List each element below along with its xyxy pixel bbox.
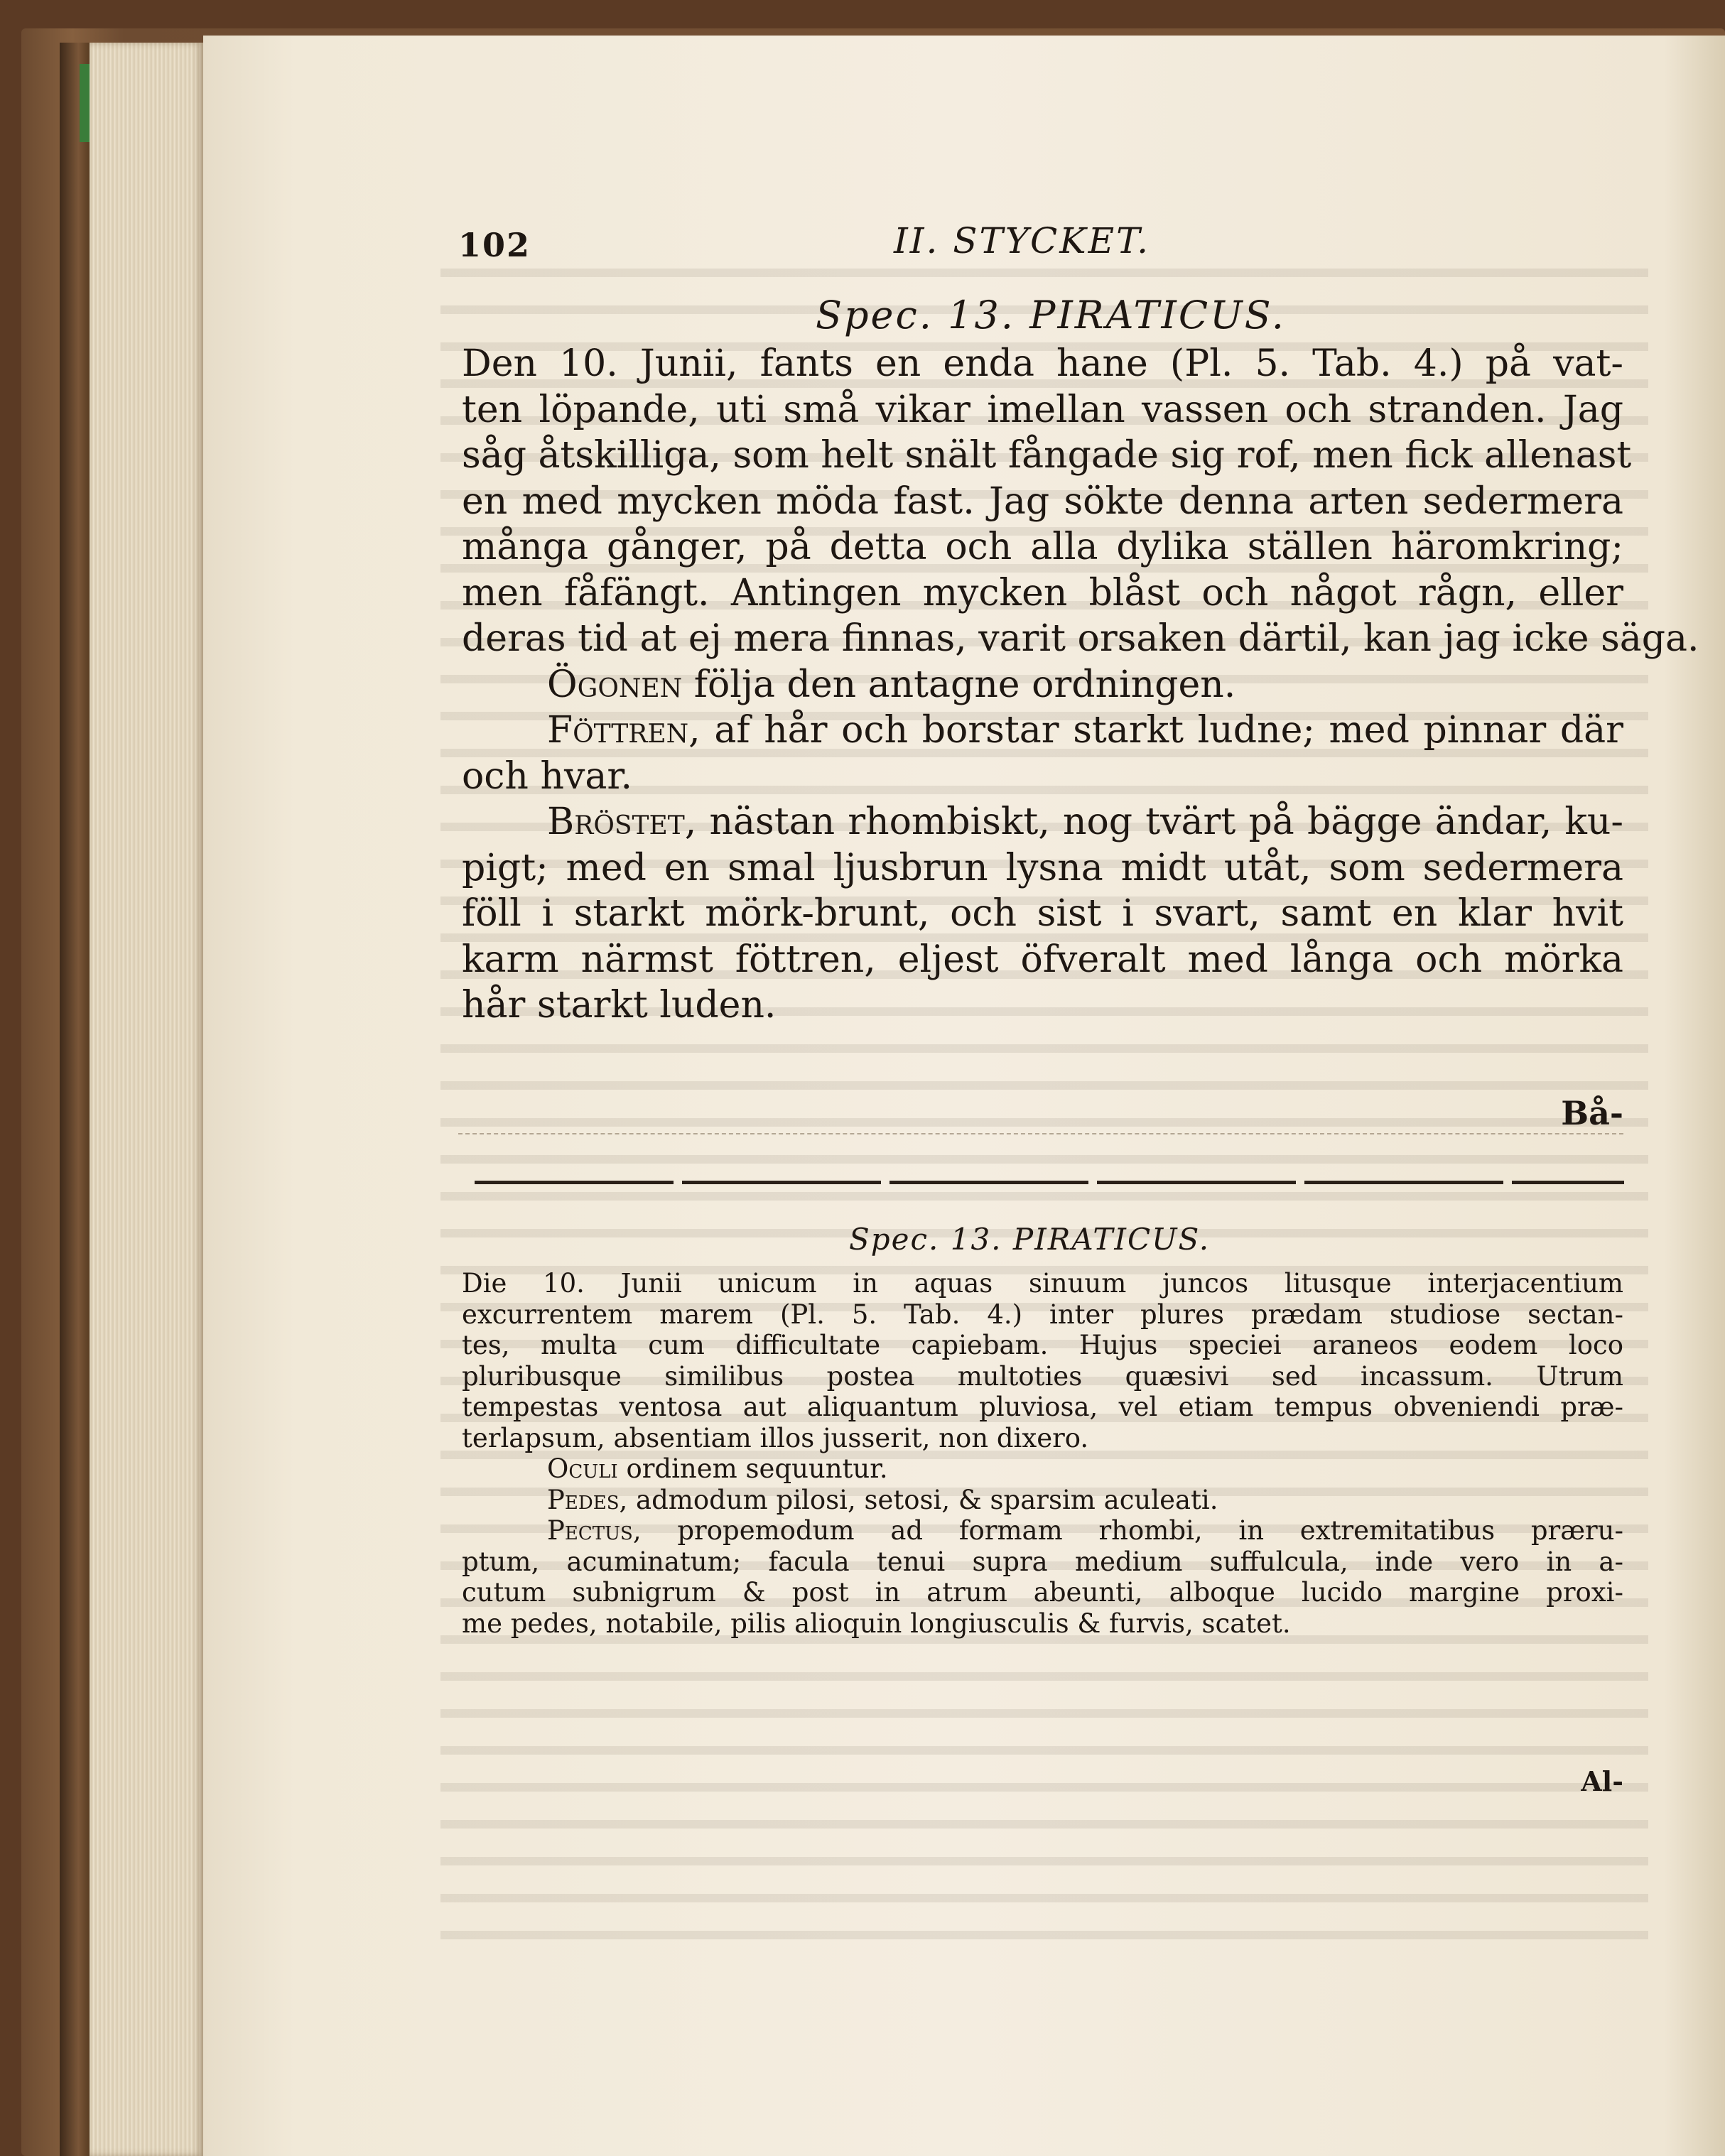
swedish-line-text: deras tid at ej mera finnas, varit orsaken därtil, kan jag icke säga.: [462, 617, 1699, 660]
swedish-line-text: en med mycken möda fast. Jag sökte denna arten sedermera: [462, 480, 1623, 523]
latin-line-text: ptum, acuminatum; facula tenui supra medium suffulcula, inde vero in a-: [462, 1546, 1623, 1577]
latin-line-text: tempestas ventosa aut aliquantum pluviosa, vel etiam tempus obveniendi præ-: [462, 1392, 1623, 1422]
swedish-line-text: karm närmst föttren, eljest öfveralt med långa och mörka: [462, 938, 1623, 981]
latin-catchword: Al-: [1581, 1765, 1623, 1797]
section-divider-faint: [458, 1133, 1623, 1134]
latin-text-line: [462, 1361, 1623, 1392]
swedish-text-line: [462, 433, 1632, 479]
swedish-text-line: [462, 799, 1623, 845]
swedish-species-heading: Spec. 13. PIRATICUS.: [816, 293, 1286, 337]
swedish-text-line: [462, 341, 1623, 387]
swedish-text-line: [462, 616, 1699, 662]
latin-line-text: ordinem sequuntur.: [617, 1453, 888, 1484]
swedish-line-text: och hvar.: [462, 754, 632, 798]
latin-text-line: [462, 1299, 1623, 1331]
latin-line-text: tes, multa cum difficultate capiebam. Hujus speciei araneos eodem loco: [462, 1330, 1623, 1360]
latin-text-line: [462, 1423, 1623, 1454]
running-head: II. STYCKET.: [894, 220, 1151, 261]
latin-text-line: [462, 1268, 1623, 1299]
swedish-text-line: [462, 937, 1623, 983]
swedish-line-text: , nästan rhombiskt, nog tvärt på bägge ändar, ku-: [684, 801, 1623, 843]
book-spine: [60, 43, 91, 2156]
swedish-line-text: ten löpande, uti små vikar imellan vassen och stranden. Jag: [462, 388, 1623, 431]
latin-species-heading: Spec. 13. PIRATICUS.: [849, 1222, 1211, 1257]
swedish-section-label: Föttren: [547, 709, 689, 752]
swedish-text-line: [462, 982, 1623, 1029]
swedish-text-line: [462, 524, 1623, 570]
latin-line-text: terlapsum, absentiam illos jusserit, non dixero.: [462, 1422, 1089, 1453]
latin-line-text: me pedes, notabile, pilis alioquin longiusculis & furvis, scatet.: [462, 1608, 1291, 1639]
latin-line-text: , propemodum ad formam rhombi, in extremitatibus præru-: [632, 1515, 1623, 1546]
swedish-line-text: såg åtskilliga, som helt snält fångade sig rof, men fick allenast: [462, 434, 1632, 477]
swedish-line-text: följa den antagne ordningen.: [682, 663, 1236, 706]
swedish-section-label: Ögonen: [547, 663, 683, 706]
page-number: 102: [458, 226, 531, 264]
swedish-text-line: [462, 845, 1623, 892]
swedish-text-line: [462, 891, 1623, 937]
swedish-text-line: [462, 570, 1623, 617]
bookmark-tab: [80, 64, 90, 142]
swedish-text-line: [462, 754, 1623, 800]
latin-line-text: pluribusque similibus postea multoties quæsivi sed incassum. Utrum: [462, 1360, 1623, 1392]
swedish-line-text: , af hår och borstar starkt ludne; med pinnar där: [688, 709, 1623, 752]
swedish-line-text: föll i starkt mörk-brunt, och sist i svart, samt en klar hvit: [462, 892, 1623, 935]
swedish-text-block: [462, 341, 1699, 1029]
latin-line-text: , admodum pilosi, setosi, & sparsim aculeati.: [619, 1484, 1218, 1515]
swedish-text-line: [462, 708, 1623, 754]
swedish-catchword: Bå-: [1561, 1094, 1623, 1132]
latin-text-line: [462, 1453, 1623, 1485]
swedish-section-label: Bröstet: [547, 801, 685, 843]
swedish-line-text: Den 10. Junii, fants en enda hane (Pl. 5. Tab. 4.) på vat-: [462, 342, 1623, 385]
swedish-line-text: hår starkt luden.: [462, 984, 777, 1026]
page-fore-edge: [90, 43, 203, 2156]
latin-text-line: [462, 1608, 1623, 1640]
swedish-line-text: pigt; med en smal ljusbrun lysna midt utåt, som sedermera: [462, 846, 1623, 889]
latin-section-label: Oculi: [547, 1453, 618, 1484]
latin-line-text: Die 10. Junii unicum in aquas sinuum juncos litusque interjacentium: [462, 1268, 1623, 1299]
latin-line-text: cutum subnigrum & post in atrum abeunti, alboque lucido margine proxi-: [462, 1577, 1623, 1608]
latin-section-label: Pectus: [547, 1515, 633, 1546]
latin-line-text: excurrentem marem (Pl. 5. Tab. 4.) inter plures prædam studiose sectan-: [462, 1299, 1623, 1330]
swedish-text-line: [462, 387, 1623, 433]
latin-text-line: [462, 1330, 1623, 1361]
latin-text-line: [462, 1546, 1623, 1578]
latin-text-line: [462, 1485, 1623, 1516]
latin-text-line: [462, 1577, 1623, 1608]
swedish-text-line: [462, 662, 1623, 708]
latin-text-block: [462, 1268, 1623, 1639]
swedish-line-text: många gånger, på detta och alla dylika ställen häromkring;: [462, 526, 1623, 568]
swedish-line-text: men fåfängt. Antingen mycken blåst och något rågn, eller: [462, 571, 1623, 614]
section-divider-rule: [475, 1181, 1624, 1184]
swedish-text-line: [462, 479, 1623, 525]
latin-section-label: Pedes: [547, 1484, 620, 1515]
latin-text-line: [462, 1392, 1623, 1423]
latin-text-line: [462, 1515, 1623, 1546]
